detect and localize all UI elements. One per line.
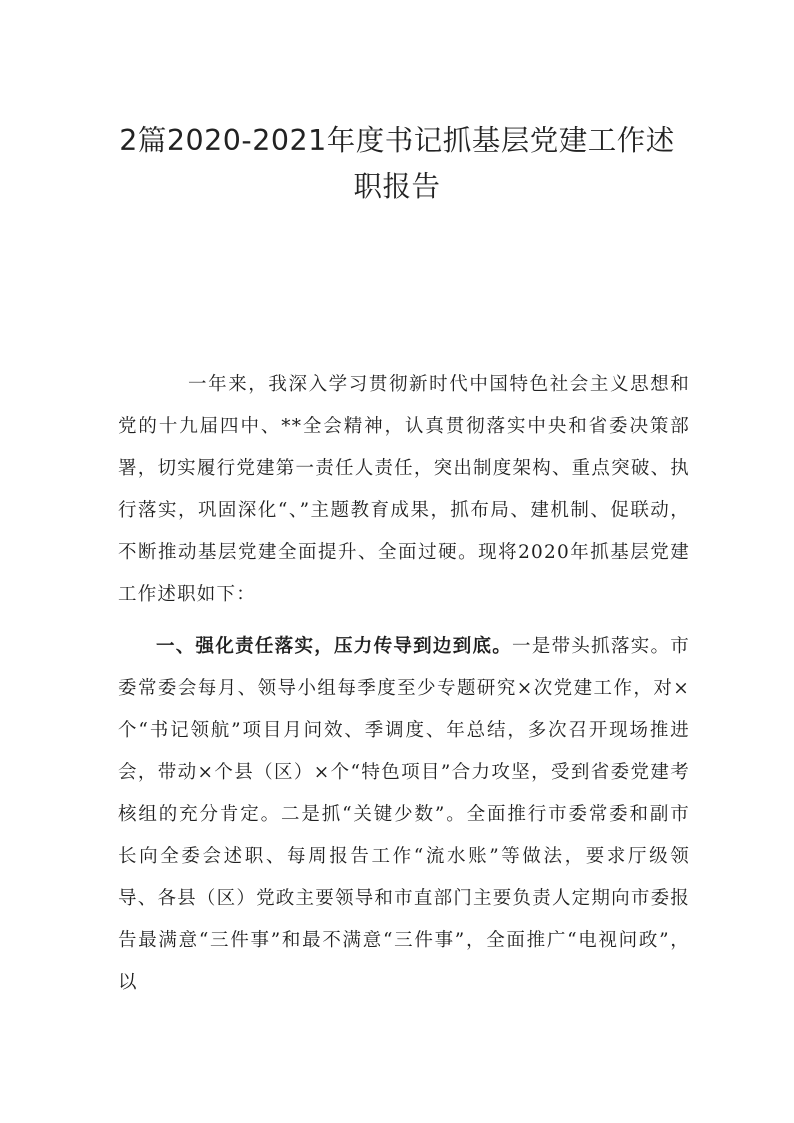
title-line-1: 2篇2020-2021年度书记抓基层党建工作述	[119, 124, 675, 157]
paragraph-intro: 一年来，我深入学习贯彻新时代中国特色社会主义思想和党的十九届四中、**全会精神，认真贯彻落实中央和省委决策部署，切实履行党建第一责任人责任，突出制度架构、重点突破、执行落实，巩固深化“、”主题教育成果，抓布局、建机制、促联动，不断推动基层党建全面提升、全面过硬。现将2020年抓基层党建工作述职如下：	[118, 374, 690, 605]
paragraph-section-1	[118, 626, 690, 1004]
title-line-2: 职报告	[353, 170, 441, 203]
section-body: 一是带头抓落实。市委常委会每月、领导小组每季度至少专题研究×次党建工作，对×个“书记领航”项目月问效、季调度、年总结，多次召开现场推进会，带动×个县（区）×个“特色项目”合力攻坚，受到省委党建考核组的充分肯定。二是抓“关键少数”。全面推行市委常委和副市长向全委会述职、每周报告工作“流水账”等做法，要求厅级领导、各县（区）党政主要领导和市直部门主要负责人定期向市委报告最满意“三件事”和最不满意“三件事”，全面推广“电视问政”，以	[118, 636, 690, 993]
document-title	[100, 118, 694, 210]
section-heading: 一、强化责任落实，压力传导到边到底。	[156, 636, 513, 657]
